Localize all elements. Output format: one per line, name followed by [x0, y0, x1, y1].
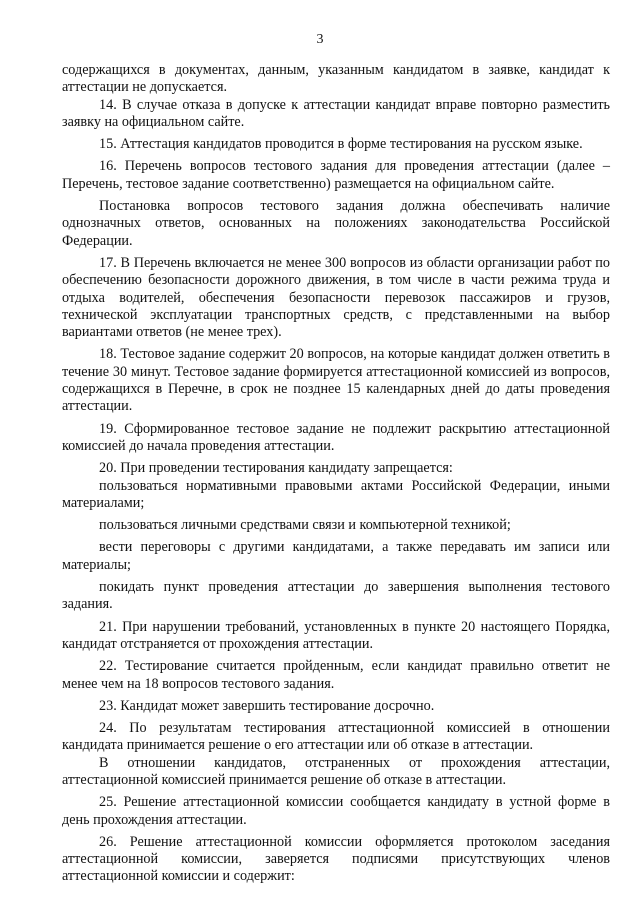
paragraph-17: 17. В Перечень включается не менее 300 вопросов из области организации работ по обеспечению безопасности дорожного движения, в том числе в части режима труда и отдыха водителей, обеспечения безопасности перевозок пассажиров и грузов, технической эксплуатации транспортных средств, с представленными на выбор вариантами ответов (не менее трех).: [62, 254, 610, 341]
document-body: [62, 62, 610, 886]
paragraph-16: 16. Перечень вопросов тестового задания для проведения аттестации (далее – Перечень, тестовое задание соответственно) размещается на официальном сайте.: [62, 158, 610, 192]
paragraph-20-item-1: пользоваться нормативными правовыми актами Российской Федерации, иными материалами;: [62, 477, 610, 511]
paragraph-24-clarification: В отношении кандидатов, отстраненных от прохождения аттестации, аттестационной комиссией принимается решение об отказе в аттестации.: [62, 754, 610, 788]
paragraph-26: 26. Решение аттестационной комиссии оформляется протоколом заседания аттестационной комиссии, заверяется подписями присутствующих членов аттестационной комиссии и содержит:: [62, 833, 610, 885]
paragraph-24: 24. По результатам тестирования аттестационной комиссией в отношении кандидата принимается решение о его аттестации или об отказе в аттестации.: [62, 720, 610, 754]
paragraph-14: 14. В случае отказа в допуске к аттестации кандидат вправе повторно разместить заявку на официальном сайте.: [62, 96, 610, 130]
paragraph-18: 18. Тестовое задание содержит 20 вопросов, на которые кандидат должен ответить в течение 30 минут. Тестовое задание формируется аттестационной комиссией из вопросов, содержащихся в Перечне, в срок не позднее 15 календарных дней до даты проведения аттестации.: [62, 346, 610, 415]
paragraph-22: 22. Тестирование считается пройденным, если кандидат правильно ответит не менее чем на 18 вопросов тестового задания.: [62, 658, 610, 692]
paragraph-15: 15. Аттестация кандидатов проводится в форме тестирования на русском языке.: [99, 136, 583, 153]
page-number: 3: [316, 32, 324, 47]
paragraph-20: 20. При проведении тестирования кандидату запрещается:: [99, 460, 453, 477]
paragraph-23: 23. Кандидат может завершить тестирование досрочно.: [99, 697, 435, 714]
paragraph-25: 25. Решение аттестационной комиссии сообщается кандидату в устной форме в день прохождения аттестации.: [62, 794, 610, 828]
paragraph-20-item-4: покидать пункт проведения аттестации до завершения выполнения тестового задания.: [62, 579, 610, 613]
paragraph-20-item-3: вести переговоры с другими кандидатами, а также передавать им записи или материалы;: [62, 539, 610, 573]
paragraph-16-clarification: Постановка вопросов тестового задания должна обеспечивать наличие однозначных ответов, основанных на положениях законодательства Российской Федерации.: [62, 198, 610, 249]
paragraph-continuation: содержащихся в документах, данным, указанным кандидатом в заявке, кандидат к аттестации не допускается.: [62, 62, 610, 96]
paragraph-20-item-2: пользоваться личными средствами связи и компьютерной техникой;: [99, 517, 511, 534]
paragraph-21: 21. При нарушении требований, установленных в пункте 20 настоящего Порядка, кандидат отстраняется от прохождения аттестации.: [62, 618, 610, 652]
paragraph-19: 19. Сформированное тестовое задание не подлежит раскрытию аттестационной комиссией до начала проведения аттестации.: [62, 420, 610, 454]
